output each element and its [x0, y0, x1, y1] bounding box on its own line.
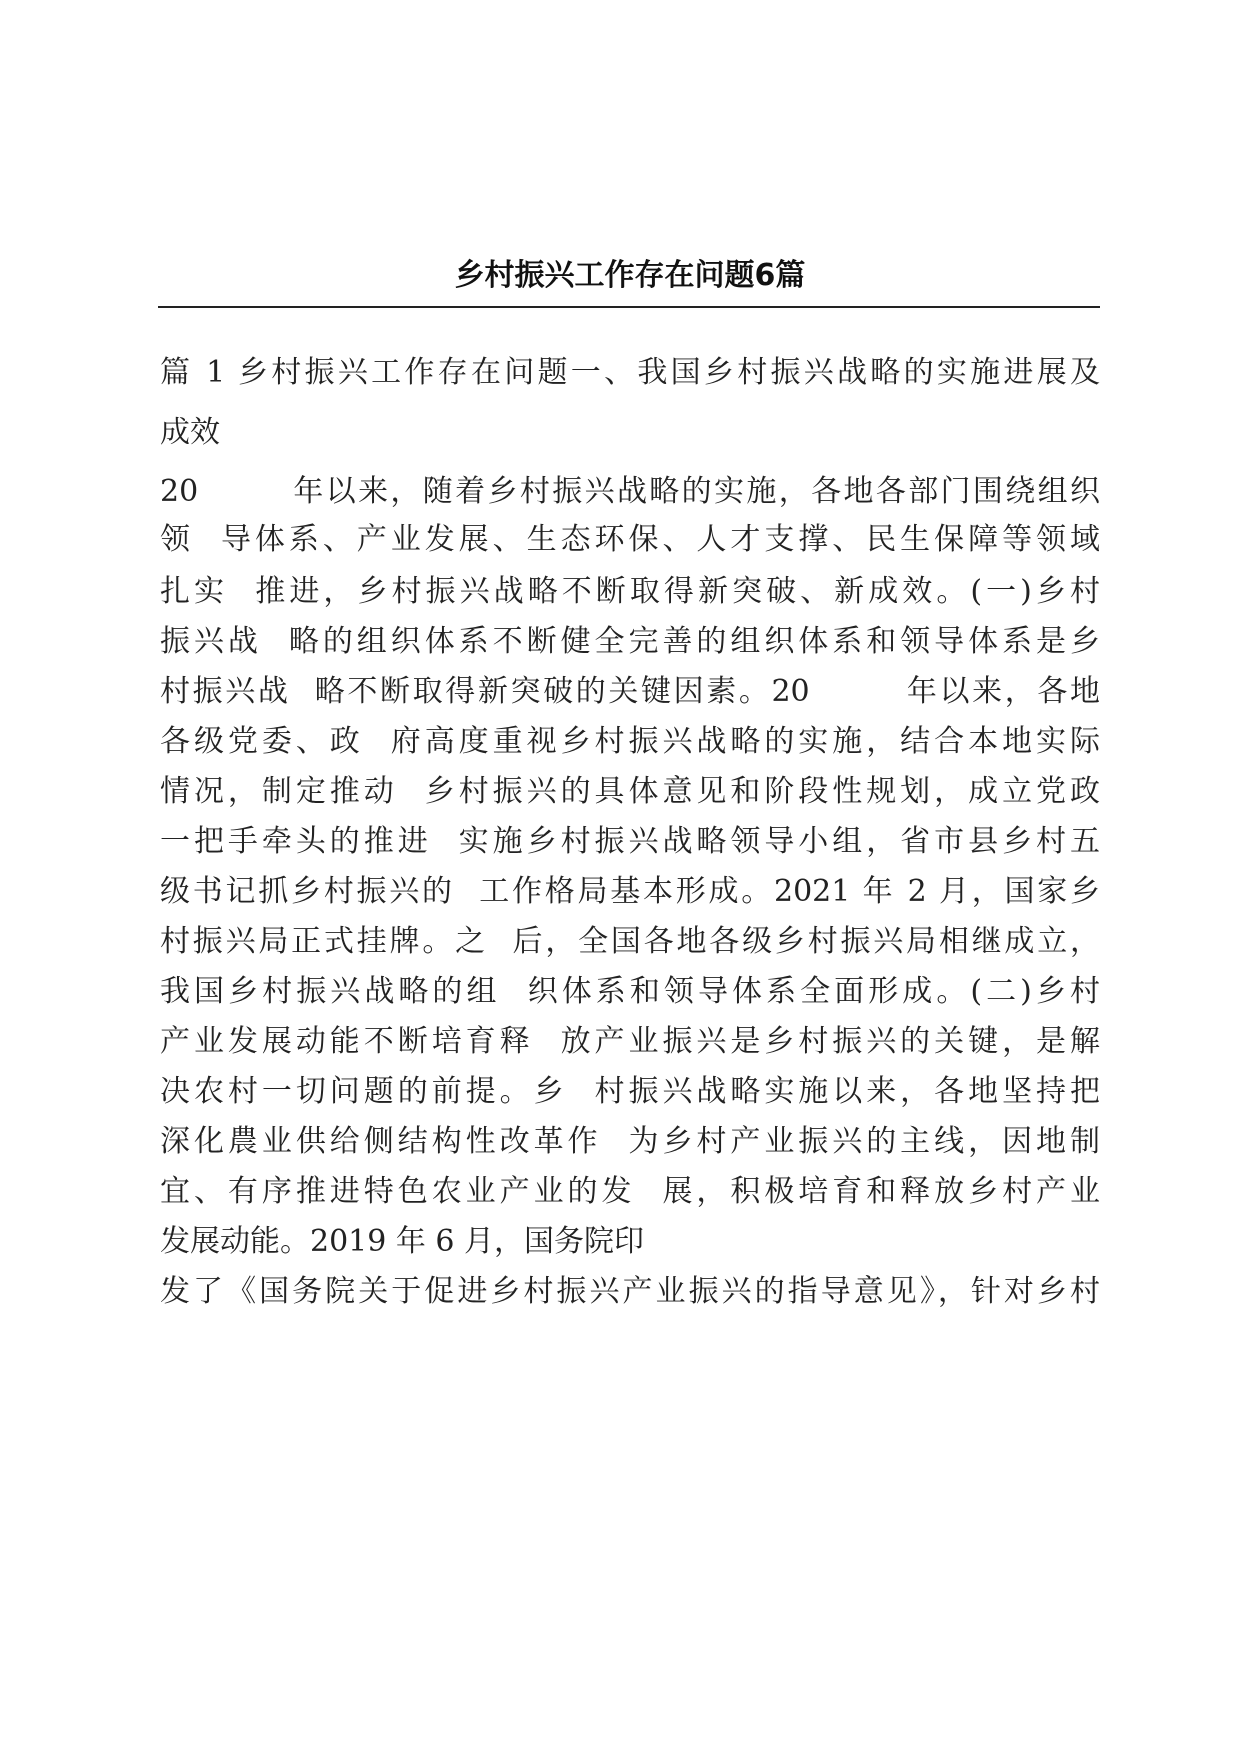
body-line: 20 年以来，随着乡村振兴战略的实施，各地各部门围绕组织	[160, 474, 1100, 509]
body-line: 村振兴战 略不断取得新突破的关键因素。20 年以来，各地	[160, 674, 1100, 709]
body-line: 篇 1 乡村振兴工作存在问题一、我国乡村振兴战略的实施进展及	[160, 355, 1100, 390]
body-line: 各级党委、政 府高度重视乡村振兴战略的实施，结合本地实际	[160, 724, 1100, 759]
document-title: 乡村振兴工作存在问题6篇	[454, 258, 806, 293]
body-line: 我国乡村振兴战略的组 织体系和领导体系全面形成。(二)乡村	[160, 974, 1100, 1009]
body-line: 发展动能。2019 年 6 月，国务院印	[160, 1224, 645, 1259]
body-line: 宜、有序推进特色农业产业的发 展，积极培育和释放乡村产业	[160, 1174, 1100, 1209]
body-line: 情况，制定推动 乡村振兴的具体意见和阶段性规划，成立党政	[160, 774, 1100, 809]
body-line: 一把手牵头的推进 实施乡村振兴战略领导小组，省市县乡村五	[160, 824, 1100, 859]
body-line: 村振兴局正式挂牌。之 后，全国各地各级乡村振兴局相继成立，	[160, 924, 1100, 959]
body-line: 产业发展动能不断培育释 放产业振兴是乡村振兴的关键，是解	[160, 1024, 1100, 1059]
body-line: 发了《国务院关于促进乡村振兴产业振兴的指导意见》，针对乡村	[160, 1274, 1100, 1309]
body-line: 深化農业供给侧结构性改革作 为乡村产业振兴的主线，因地制	[160, 1124, 1100, 1159]
body-line: 振兴战 略的组织体系不断健全完善的组织体系和领导体系是乡	[160, 624, 1100, 659]
body-line: 级书记抓乡村振兴的 工作格局基本形成。2021 年 2 月，国家乡	[160, 874, 1100, 909]
body-line: 成效	[160, 415, 220, 450]
body-line: 扎实 推进，乡村振兴战略不断取得新突破、新成效。(一)乡村	[160, 574, 1100, 609]
body-line: 领 导体系、产业发展、生态环保、人才支撑、民生保障等领域	[160, 522, 1100, 557]
body-line: 决农村一切问题的前提。乡 村振兴战略实施以来，各地坚持把	[160, 1074, 1100, 1109]
title-underline	[158, 306, 1100, 308]
